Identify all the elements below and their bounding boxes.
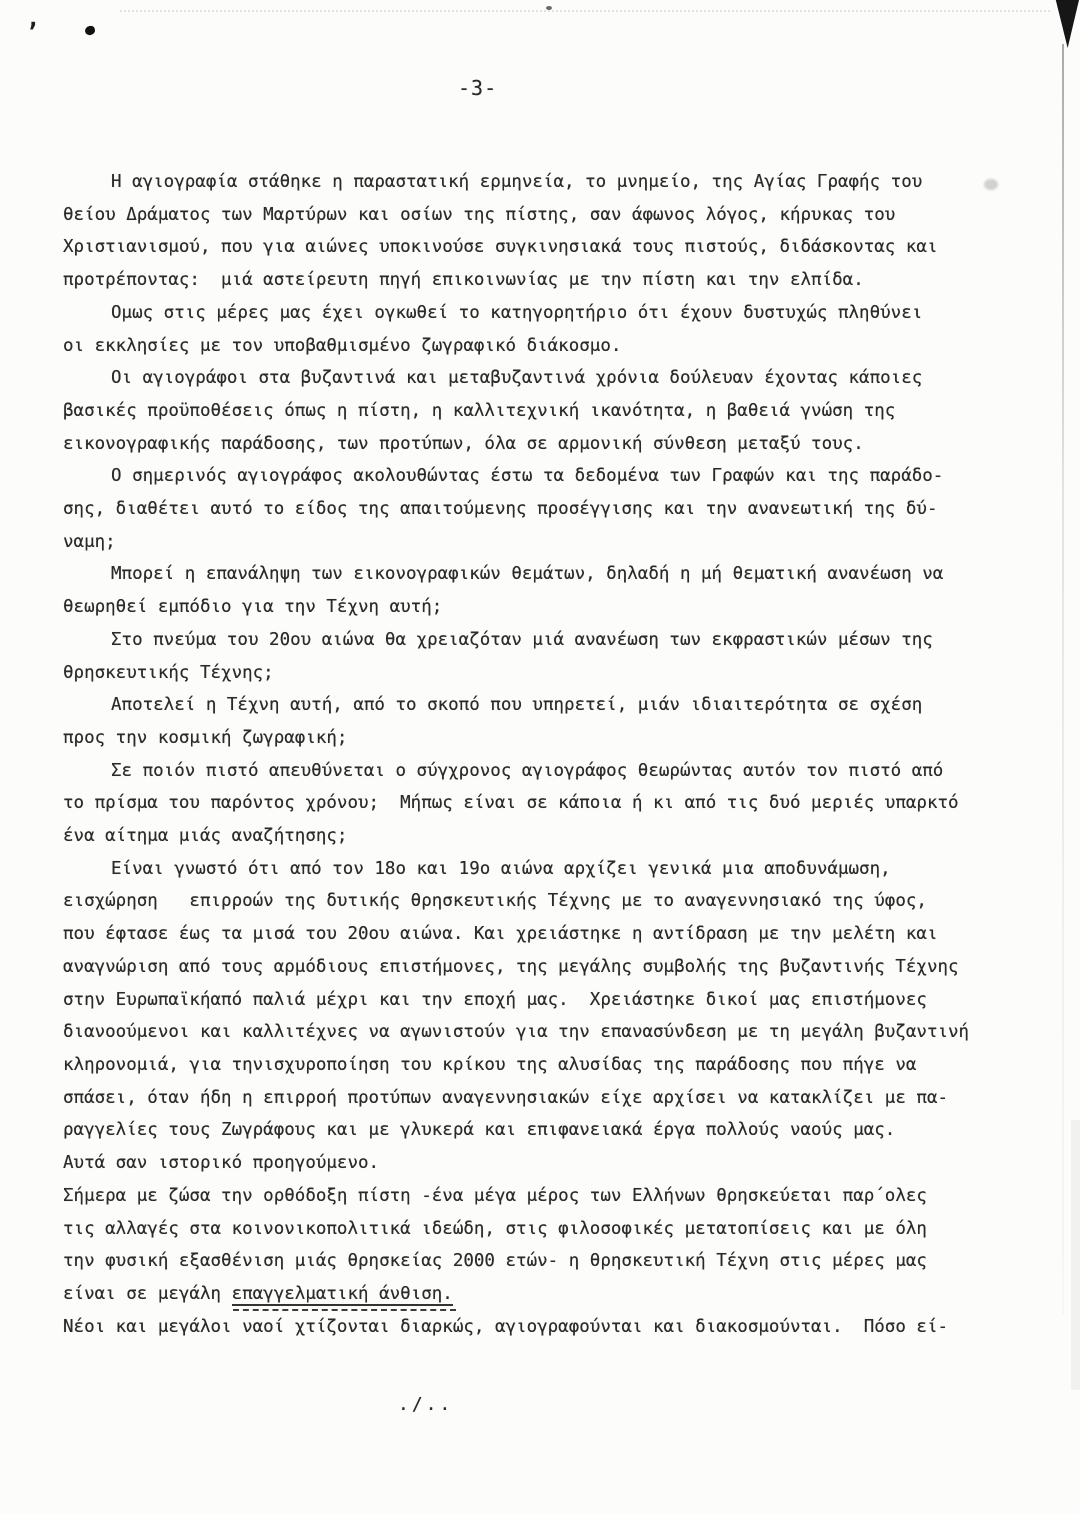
text-line: αναγνώριση από τους αρμόδιους επιστήμονες, της μεγάλης συμβολής της βυζαντινής Τέχνης (63, 956, 959, 977)
text-line: σης, διαθέτει αυτό το είδος της απαιτούμενης προσέγγισης και την ανανεωτική της δύ- (63, 499, 938, 520)
text-line: βασικές προϋποθέσεις όπως η πίστη, η καλλιτεχνική ικανότητα, η βαθειά γνώση της (63, 400, 896, 421)
text-line: εικονογραφικής παράδοσης, των προτύπων, όλα σε αρμονική σύνθεση μεταξύ τους. (63, 433, 864, 454)
ink-dot (84, 25, 96, 36)
text-line: ναμη; (63, 531, 116, 552)
paragraph (63, 460, 1018, 558)
stray-comma-mark: , (26, 4, 41, 32)
paragraph (63, 362, 1018, 460)
text-segment: είναι σε μεγάλη (63, 1283, 232, 1304)
text-line: Αυτά σαν ιστορικό προηγούμενο. (63, 1153, 380, 1174)
paragraph (63, 166, 1018, 297)
paragraph (63, 297, 1018, 362)
scan-speck (546, 6, 552, 10)
text-line: Οι αγιογράφοι στα βυζαντινά και μεταβυζαντινά χρόνια δούλευαν έχοντας κάποιες (111, 368, 923, 389)
text-line: εισχώρηση επιρροών της δυτικής θρησκευτικής Τέχνης με το αναγεννησιακό της ύφος, (63, 891, 927, 912)
text-line: το πρίσμα του παρόντος χρόνου; Μήπως είναι σε κάποια ή κι από τις δυό μεριές υπαρκτό (63, 793, 959, 814)
text-line: Σε ποιόν πιστό απευθύνεται ο σύγχρονος αγιογράφος θεωρώντας αυτόν τον πιστό από (111, 760, 944, 781)
text-line: Χριστιανισμού, που για αιώνες υποκινούσε συγκινησιακά τους πιστούς, διδάσκοντας και (63, 237, 938, 258)
page-number: -3- (458, 76, 498, 100)
paragraph (63, 1311, 1018, 1344)
continuation-mark: ./.. (398, 1394, 454, 1415)
text-line: Νέοι και μεγάλοι ναοί χτίζονται διαρκώς, αγιογραφούνται και διακοσμούνται. Πόσο εί- (63, 1316, 949, 1337)
underlined-phrase: επαγγελματική άνθιση. (231, 1283, 453, 1304)
text-line: Είναι γνωστό ότι από τον 18ο και 19ο αιώνα αρχίζει γενικά μια αποδυνάμωση, (111, 858, 891, 879)
paragraph (63, 853, 1018, 1180)
scan-noise-line (120, 10, 1050, 12)
paragraph (63, 755, 1018, 853)
text-line: οι εκκλησίες με τον υποβαθμισμένο ζωγραφικό διάκοσμο. (63, 335, 622, 356)
text-line: Ο σημερινός αγιογράφος ακολουθώντας έστω τα δεδομένα των Γραφών και της παράδο- (111, 466, 944, 487)
text-line: θεωρηθεί εμπόδιο για την Τέχνη αυτή; (63, 597, 443, 618)
text-line: σπάσει, όταν ήδη η επιρροή προτύπων αναγεννησιακών είχε αρχίσει να κατακλίζει με πα- (63, 1087, 949, 1108)
document-body (63, 166, 1018, 1343)
text-line: θρησκευτικής Τέχνης; (63, 662, 274, 683)
text-line: Μπορεί η επανάληψη των εικονογραφικών θεμάτων, δηλαδή η μή θεματική ανανέωση να (111, 564, 944, 585)
text-line: Σήμερα με ζώσα την ορθόδοξη πίστη -ένα μέγα μέρος των Ελλήνων θρησκεύεται παρ΄ολες (63, 1185, 927, 1206)
paragraph (63, 558, 1018, 623)
text-line: διανοούμενοι και καλλιτέχνες να αγωνιστούν για την επανασύνδεση με τη μεγάλη βυζαντινή (63, 1022, 970, 1043)
text-line: κληρονομιά, για τηνισχυροποίηση του κρίκου της αλυσίδας της παράδοσης που πήγε να (63, 1054, 917, 1075)
text-line: προτρέποντας: μιά αστείρευτη πηγή επικοινωνίας με την πίστη και την ελπίδα. (63, 270, 864, 291)
text-line: στην Ευρωπαϊκήαπό παλιά μέχρι και την εποχή μας. Χρειάστηκε δικοί μας επιστήμονες (63, 989, 927, 1010)
text-line (63, 1278, 1018, 1311)
paragraph (63, 689, 1018, 754)
text-line: ραγγελίες τους Ζωγράφους και με γλυκερά και επιφανειακά έργα πολλούς ναούς μας. (63, 1120, 896, 1141)
text-line: Στο πνεύμα του 20ου αιώνα θα χρειαζόταν μιά ανανέωση των εκφραστικών μέσων της (111, 629, 933, 650)
text-line: Η αγιογραφία στάθηκε η παραστατική ερμηνεία, το μνημείο, της Αγίας Γραφής του (111, 172, 923, 192)
text-line: θείου Δράματος των Μαρτύρων και οσίων της πίστης, σαν άφωνος λόγος, κήρυκας του (63, 204, 896, 225)
text-line: Αποτελεί η Τέχνη αυτή, από το σκοπό που υπηρετεί, μιάν ιδιαιτερότητα σε σχέση (111, 695, 923, 716)
scan-edge-shadow (1071, 1120, 1080, 1390)
scan-corner-wedge (1052, 0, 1079, 48)
text-line: Ομως στις μέρες μας έχει ογκωθεί το κατηγορητήριο ότι έχουν δυστυχώς πληθύνει (111, 302, 923, 323)
text-line: την φυσική εξασθένιση μιάς θρησκείας 2000 ετών- η θρησκευτική Τέχνη στις μέρες μας (63, 1251, 927, 1272)
text-line: ένα αίτημα μιάς αναζήτησης; (63, 826, 348, 847)
paragraph (63, 624, 1018, 689)
text-line: που έφτασε έως τα μισά του 20ου αιώνα. Και χρειάστηκε η αντίδραση με την μελέτη και (63, 924, 938, 945)
paragraph (63, 1180, 1018, 1311)
text-line: προς την κοσμική ζωγραφική; (63, 727, 348, 748)
text-line: τις αλλαγές στα κοινονικοπολιτικά ιδεώδη, στις φιλοσοφικές μετατοπίσεις και με όλη (63, 1218, 927, 1239)
scan-edge-line (1062, 44, 1064, 1314)
